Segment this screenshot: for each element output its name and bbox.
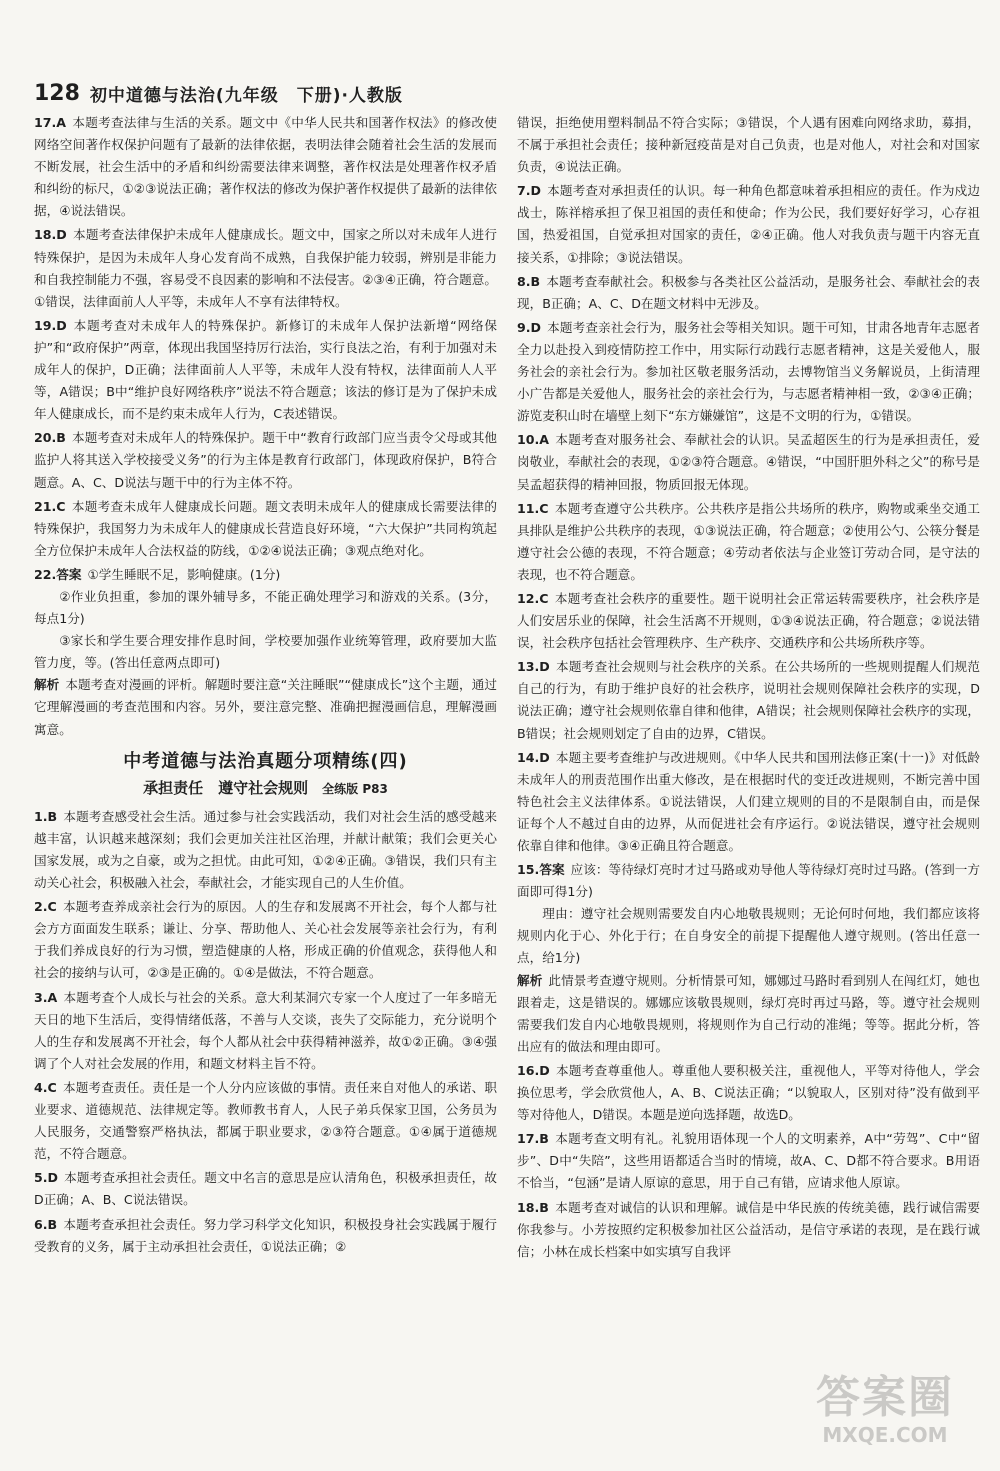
entry-number: 21.C [34,498,66,514]
answer-15 [517,859,980,1058]
watermark-text: 答案圈 [816,1372,954,1423]
entry-text: 本题主要考查维护与改进规则。《中华人民共和国刑法修正案(十一)》对低龄未成年人的刑责范围作出重大修改，是在根据时代的变迁改进规则，不断完善中国特色社会主义法律体系。①说法错误，人们建立规则的目的不是限制自由，而是保证每个人不越过自由的边界，从而促进社会有序运行。②说法错误，遵守社会规则依靠自律和他律。③④正确且符合题意。 [517,749,980,853]
two-column-body [34,112,980,1265]
answer-entry [34,496,497,562]
entry-number: 8.B [517,273,541,289]
answer-line: 理由：遵守社会规则需要发自内心地敬畏规则；无论何时何地，我们都应该将规则内化于心、外化于行；在自身安全的前提下提醒他人遵守规则。(答出任意一点，给1分) [517,906,980,966]
entry-number: 1.B [34,808,58,824]
analysis-text: 此情景考查遵守规则。分析情景可知，娜娜过马路时看到别人在闯红灯，她也跟着走，这是错误的。娜娜应该敬畏规则，绿灯亮时再过马路，等。遵守社会规则需要我们发自内心地敬畏规则，将规则作为自己行动的准绳；等等。据此分析，答出应有的做法和理由即可。 [517,972,981,1054]
answer-entry [517,1128,980,1194]
entry-text: 本题考查责任。责任是一个人分内应该做的事情。责任来自对他人的承诺、职业要求、道德规范、法律规定等。教师教书育人，人民子弟兵保家卫国，公务员为人民服务，交通警察严格执法，都属于职业要求，②③符合题意。①④属于道德规范，不符合题意。 [34,1079,497,1162]
entry-number: 18.D [34,227,67,243]
answer-entry [517,588,980,654]
analysis-tag: 解析 [34,677,60,693]
answer-entry [34,1214,497,1258]
entry-text: 本题考查对承担责任的认识。每一种角色都意味着承担相应的责任。作为戍边战士，陈祥榕承担了保卫祖国的责任和使命；作为公民，我们要好好学习，心存祖国，热爱祖国，自觉承担对国家的责任，②④正确。他人对我负责与题干内容无直接关系，①排除；③说法错误。 [517,183,980,265]
answer-entry [517,429,980,495]
entry-number: 14.D [517,749,550,765]
entry-number: 20.B [34,430,66,446]
answer-entry [34,1167,497,1211]
analysis-tag: 解析 [517,972,543,988]
entry-text: 本题考查承担社会责任。题文中名言的意思是应认清角色，积极承担责任，故D正确；A、B、C说法错误。 [34,1170,497,1208]
analysis-text: 本题考查对漫画的评析。解题时要注意“关注睡眠”“健康成长”这个主题，通过它理解漫画的考查范围和内容。另外，要注意完整、准确把握漫画信息，理解漫画寓意。 [34,677,497,737]
entry-text: 本题考查亲社会行为，服务社会等相关知识。题干可知，甘肃各地青年志愿者全力以赴投入到疫情防控工作中，用实际行动践行志愿者精神，这是关爱他人，服务社会的亲社会行为。参加社区敬老服务活动，去博物馆当义务解说员，上街清理小广告都是关爱他人，服务社会的亲社会行为，与志愿者精神相一致，②③④正确；游览麦积山时在墙壁上刻下“东方嫌嫌馆”，这是不文明的行为，①错误。 [517,319,980,424]
entry-text: 本题考查未成年人健康成长问题。题文表明未成年人的健康成长需要法律的特殊保护，我国努力为未成年人的健康成长营造良好环境，“六大保护”共同构筑起全方位保护未成年人合法权益的防线，①②④说法正确；③观点绝对化。 [34,498,497,558]
entry-text: 本题考查社会秩序的重要性。题干说明社会正常运转需要秩序，社会秩序是人们安居乐业的保障，社会生活离不开规则，①③④说法正确，符合题意；②说法错误，社会秩序包括社会管理秩序、生产秩序、交通秩序和公共场所秩序等。 [517,590,980,651]
entry-text: 本题考查个人成长与社会的关系。意大利某洞穴专家一个人度过了一年多暗无天日的地下生活后，变得情绪低落，不善与人交谈，丧失了交际能力，充分说明个人的生存和发展离不开社会，每个人都从社会中获得精神滋养，故①②正确。③④强调了个人对社会发展的作用，和题文材料主旨不符。 [34,989,497,1071]
entry-number: 19.D [34,317,67,333]
entry-number: 17.A [34,115,67,130]
left-column [34,112,497,1265]
answer-entry [34,112,497,222]
answer-22 [34,564,497,741]
entry-number: 16.D [517,1062,550,1078]
entry-number: 17.B [517,1131,549,1147]
answer-entry [517,1060,980,1126]
entry-text: 本题考查文明有礼。礼貌用语体现一个人的文明素养，A中“劳驾”、C中“留步”、D中“失陪”，这些用语都适合当时的情境，故A、C、D都不符合要求。B用语不恰当，“包涵”是请人原谅的意思，用于自己有错，应请求他人原谅。 [517,1131,980,1191]
answer-line: 应该：等待绿灯亮时才过马路或劝导他人等待绿灯亮时过马路。(答到一方面即可得1分) [517,862,980,900]
answer-entry [517,180,980,268]
answer-line: ①学生睡眠不足，影响健康。(1分) [87,566,281,582]
watermark-url: MXQE.COM [822,1423,948,1447]
entry-number: 9.D [517,319,542,335]
entry-number: 2.C [34,899,57,915]
entry-number: 22.答案 [34,566,82,582]
answer-entry [34,427,497,493]
entry-number: 15.答案 [517,862,565,878]
entry-number: 7.D [517,183,542,199]
answer-entry [517,271,980,315]
entry-number: 6.B [34,1216,58,1232]
entry-text: 本题考查社会规则与社会秩序的关系。在公共场所的一些规则提醒人们规范自己的行为，有助于维护良好的社会秩序，说明社会规则保障社会秩序的实现，D说法正确；遵守社会规则依靠自律和他律，A错误；社会规则保障社会秩序的实现，B错误；社会规则划定了自由的边界，C错误。 [517,659,980,741]
answer-entry [34,806,497,894]
entry-text: 本题考查养成亲社会行为的原因。人的生存和发展离不开社会，每个人都与社会方方面面发生联系；谦让、分享、帮助他人、关心社会发展等亲社会行为，有利于我们养成良好的行为习惯，塑造健康的人格，形成正确的价值观念，获得他人和社会的接纳与认可，②③是正确的。①④是做法，不符合题意。 [34,899,497,981]
page-header [34,78,974,108]
entry-text: 本题考查法律与生活的关系。题文中《中华人民共和国著作权法》的修改使网络空间著作权保护问题有了最新的法律依据，表明法律会随着社会生活的发展而不断发展，社会生活中的矛盾和纠纷需要法律来调整，著作权法是处理著作权矛盾和纠纷的标尺，①②③说法正确；著作权法的修改为保护著作权提供了最新的法律依据，④说法错误。 [34,115,497,219]
entry-text: 本题考查承担社会责任。努力学习科学文化知识，积极投身社会实践属于履行受教育的义务，属于主动承担社会责任，①说法正确；② [34,1216,497,1254]
entry-text: 本题考查对诚信的认识和理解。诚信是中华民族的传统美德，践行诚信需要你我参与。小芳按照约定积极参加社区公益活动，是信守承诺的表现，是在践行诚信；小林在成长档案中如实填写自我评 [517,1199,980,1259]
entry-text: 本题考查感受社会生活。通过参与社会实践活动，我们对社会生活的感受越来越丰富，认识越来越深刻；我们会更加关注社区治理，并献计献策；我们会更关心国家发展，或为之自豪，或为之担忧。由此可知，①②④正确。③错误，我们只有主动关心社会，积极融入社会，奉献社会，才能实现自己的人生价值。 [34,808,497,891]
entry-number: 3.A [34,989,58,1005]
entry-number: 13.D [517,659,550,675]
answer-entry [517,317,980,427]
entry-text: 本题考查对未成年人的特殊保护。新修订的未成年人保护法新增“网络保护”和“政府保护”两章，体现出我国坚持厉行法治，实行良法之治，有利于加强对未成年人的保护，D正确；法律面前人人平等，未成年人没有特权，法律面前人人平等，A错误；B中“维护良好网络秩序”说法不符合题意；该法的修订是为了保护未成年人健康成长，而不是约束未成年人行为，C表述错误。 [34,317,497,422]
entry-text: 本题考查法律保护未成年人健康成长。题文中，国家之所以对未成年人进行特殊保护，是因为未成年人身心发育尚不成熟，自我保护能力较弱，辨别是非能力和自我控制能力不强，容易受不良因素的影响和不法侵害。②③④正确，符合题意。①错误，法律面前人人平等，未成年人不享有法律特权。 [34,227,497,309]
answer-entry [34,1077,497,1165]
watermark-logo [790,1373,980,1463]
answer-entry [517,1197,980,1263]
answer-entry [34,896,497,984]
entry-text: 本题考查对服务社会、奉献社会的认识。吴孟超医生的行为是承担责任，爱岗敬业，奉献社会的表现，①②③符合题意。④错误，“中国肝胆外科之父”的称号是吴孟超获得的精神回报，物质回报无体现。 [517,432,980,492]
entry-text: 本题考查奉献社会。积极参与各类社区公益活动，是服务社会、奉献社会的表现，B正确；A、C、D在题文材料中无涉及。 [517,273,980,311]
entry-number: 5.D [34,1170,59,1186]
entry-number: 12.C [517,590,549,606]
entry-number: 11.C [517,500,549,516]
right-column [517,112,980,1265]
answer-entry [34,987,497,1075]
section-title: 中考道德与法治真题分项精练(四) [123,750,408,772]
answer-line: ③家长和学生要合理安排作息时间，学校要加强作业统筹管理，政府要加大监管力度，等。(答出任意两点即可) [34,633,497,671]
entry-number: 10.A [517,432,550,448]
answer-entry [517,747,980,857]
section-subtitle-row [34,777,497,800]
answer-entry [34,315,497,425]
entry-text: 本题考查遵守公共秩序。公共秩序是指公共场所的秩序，购物或乘坐交通工具排队是维护公共秩序的表现，①③说法正确，符合题意；②使用公勺、公筷分餐是遵守社会公德的表现，不符合题意；④劳动者依法与企业签订劳动合同，是守法的表现，也不符合题意。 [517,500,980,582]
entry-number: 18.B [517,1199,549,1215]
entry-text: 本题考查尊重他人。尊重他人要积极关注，重视他人，平等对待他人，学会换位思考，学会欣赏他人，A、B、C说法正确；“以貌取人，区别对待”没有做到平等对待他人，D错误。本题是逆向选择题，故选D。 [517,1062,980,1123]
page-number: 128 [34,80,80,106]
continued-text: 错误，拒绝使用塑料制品不符合实际；③错误，个人遇有困难向网络求助，募捐，不属于承担社会责任；接种新冠疫苗是对自己负责，也是对他人，对社会和对国家负责，④说法正确。 [517,115,980,175]
answer-line: ②作业负担重，参加的课外辅导多，不能正确处理学习和游戏的关系。(3分，每点1分) [34,588,497,627]
entry-number: 4.C [34,1079,57,1095]
answer-entry [517,498,980,586]
book-title: 初中道德与法治(九年级 下册)·人教版 [89,85,403,106]
section-reference: 全练版 P83 [322,781,388,796]
entry-text: 本题考查对未成年人的特殊保护。题干中“教育行政部门应当责令父母或其他监护人将其送入学校接受义务”的行为主体是教育行政部门，体现政府保护，B符合题意。A、C、D说法与题干中的行为主体不符。 [34,430,497,490]
answer-entry [34,224,497,312]
answer-entry [517,656,980,744]
section-subtitle: 承担责任 遵守社会规则 [143,778,309,797]
